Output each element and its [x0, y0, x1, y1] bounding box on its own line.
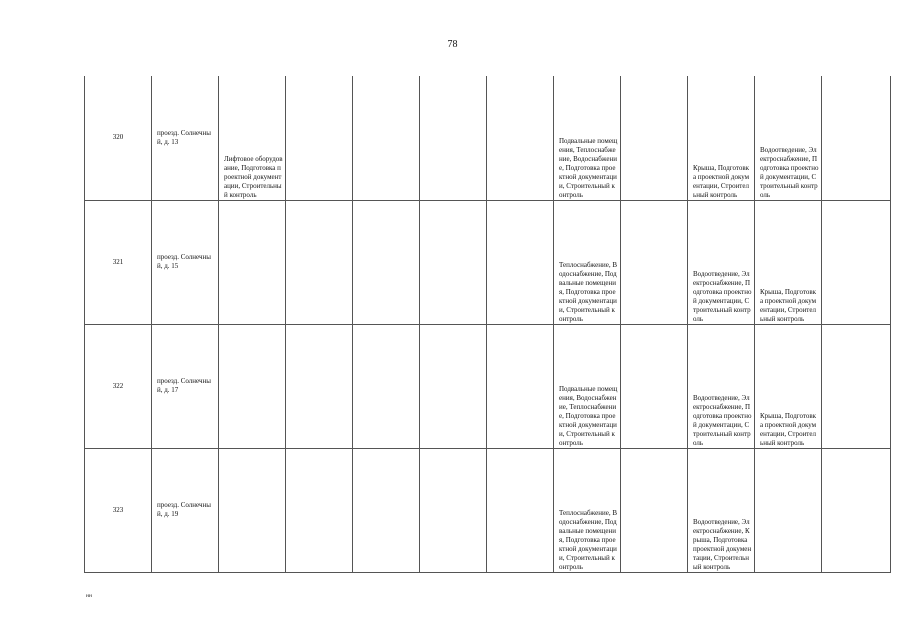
- work-cell: Крыша, Подготовка проектной документации, Строительный контроль: [688, 76, 755, 200]
- address-cell: проезд. Солнечный, д. 15: [152, 200, 219, 324]
- work-cell: [420, 324, 487, 448]
- table-row: [85, 76, 891, 200]
- work-cell: [822, 200, 891, 324]
- work-cell: Крыша, Подготовка проектной документации, Строительный контроль: [755, 324, 822, 448]
- work-cell: Подвальные помещения, Водоснабжение, Теплоснабжение, Подготовка проектной документации, Строительный контроль: [554, 324, 621, 448]
- work-cell: [286, 324, 353, 448]
- work-cell: Водоотведение, Электроснабжение, Подготовка проектной документации, Строительный контроль: [755, 76, 822, 200]
- work-cell: Теплоснабжение, Водоснабжение, Подвальные помещения, Подготовка проектной документации, Строительный контроль: [554, 448, 621, 572]
- work-cell: Водоотведение, Электроснабжение, Крыша, Подготовка проектной документации, Строительный контроль: [688, 448, 755, 572]
- table-row: [85, 324, 891, 448]
- page-number: 78: [447, 39, 458, 50]
- row-number: 322: [85, 324, 152, 448]
- work-cell: [286, 200, 353, 324]
- work-cell: [286, 448, 353, 572]
- address-cell: проезд. Солнечный, д. 13: [152, 76, 219, 200]
- work-cell: Подвальные помещения, Теплоснабжение, Водоснабжение, Подготовка проектной документации, Строительный контроль: [554, 76, 621, 200]
- work-cell: [621, 200, 688, 324]
- address-cell: проезд. Солнечный, д. 19: [152, 448, 219, 572]
- work-cell: [353, 76, 420, 200]
- work-cell: Крыша, Подготовка проектной документации, Строительный контроль: [755, 200, 822, 324]
- work-cell: [219, 200, 286, 324]
- work-cell: [487, 324, 554, 448]
- table-row: [85, 200, 891, 324]
- work-cell: [353, 448, 420, 572]
- row-number: 321: [85, 200, 152, 324]
- work-cell: [822, 448, 891, 572]
- work-cell: [822, 76, 891, 200]
- work-cell: [420, 448, 487, 572]
- work-cell: [822, 324, 891, 448]
- work-cell: [353, 200, 420, 324]
- work-cell: [286, 76, 353, 200]
- work-cell: [219, 324, 286, 448]
- work-cell: [621, 324, 688, 448]
- work-cell: [420, 200, 487, 324]
- work-cell: [420, 76, 487, 200]
- row-number: 320: [85, 76, 152, 200]
- work-cell: Водоотведение, Электроснабжение, Подготовка проектной документации, Строительный контроль: [688, 324, 755, 448]
- work-cell: [353, 324, 420, 448]
- work-cell: [755, 448, 822, 572]
- work-cell: Теплоснабжение, Водоснабжение, Подвальные помещения, Подготовка проектной документации, Строительный контроль: [554, 200, 621, 324]
- row-number: 323: [85, 448, 152, 572]
- work-cell: [487, 448, 554, 572]
- work-cell: [487, 200, 554, 324]
- work-cell: [219, 448, 286, 572]
- work-cell: [621, 448, 688, 572]
- address-cell: проезд. Солнечный, д. 17: [152, 324, 219, 448]
- work-cell: [621, 76, 688, 200]
- work-cell: [487, 76, 554, 200]
- repair-schedule-table: [84, 76, 891, 573]
- footer-mark: нн: [86, 593, 92, 599]
- work-cell: Лифтовое оборудование, Подготовка проектной документации, Строительный контроль: [219, 76, 286, 200]
- work-cell: Водоотведение, Электроснабжение, Подготовка проектной документации, Строительный контроль: [688, 200, 755, 324]
- table-row: [85, 448, 891, 572]
